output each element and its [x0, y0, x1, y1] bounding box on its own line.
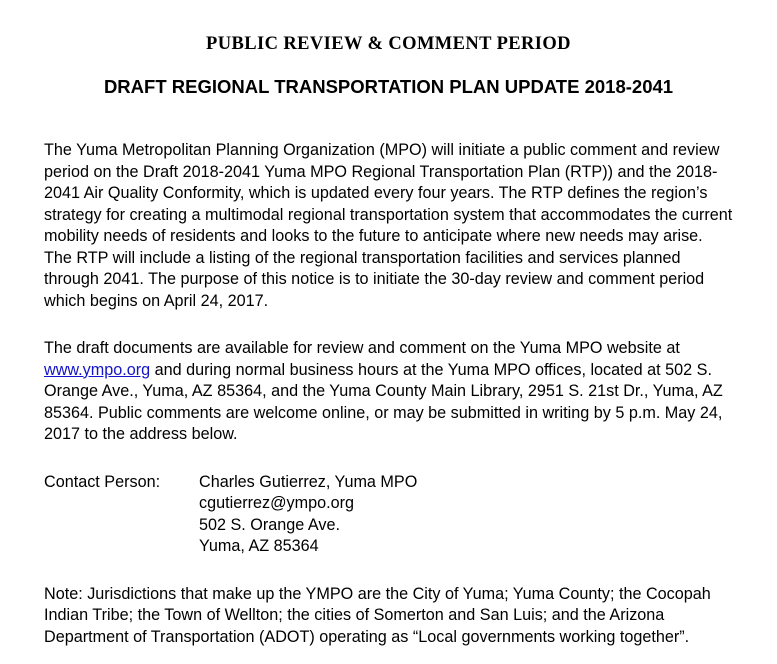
- contact-block: [44, 472, 733, 558]
- jurisdictions-note: Note: Jurisdictions that make up the YMPO are the City of Yuma; Yuma County; the Cocopah Indian Tribe; the Town of Wellton; the cities of Somerton and San Luis; and the Arizona Department of Transportation (ADOT) operating as “Local governments working together”.: [44, 584, 711, 646]
- paragraph-availability-part-1: The draft documents are available for review and comment on the Yuma MPO website at: [44, 339, 680, 357]
- contact-email: cgutierrez@ympo.org: [199, 494, 354, 512]
- document-subtitle: DRAFT REGIONAL TRANSPORTATION PLAN UPDATE 2018-2041: [103, 76, 674, 97]
- ympo-website-link[interactable]: www.ympo.org: [44, 360, 151, 379]
- page-title: PUBLIC REVIEW & COMMENT PERIOD: [206, 34, 571, 54]
- contact-label: Contact Person:: [44, 472, 161, 491]
- contact-details: [199, 472, 417, 558]
- contact-name: Charles Gutierrez, Yuma MPO: [199, 472, 418, 491]
- paragraph-availability: [44, 338, 733, 446]
- paragraph-overview: The Yuma Metropolitan Planning Organization (MPO) will initiate a public comment and review period on the Draft 2018-2041 Yuma MPO Regional Transportation Plan (RTP)) and the 2018-2041 Air Quality Conformity, which is updated every four years. The RTP defines the region’s strategy for creating a multimodal regional transportation system that accommodates the current mobility needs of residents and looks to the future to anticipate where new needs may arise. The RTP will include a listing of the regional transportation facilities and services planned through 2041. The purpose of this notice is to initiate the 30-day review and comment period which begins on April 24, 2017.: [44, 141, 733, 310]
- document-page: [0, 34, 777, 664]
- paragraph-availability-part-2: and during normal business hours at the Yuma MPO offices, located at 502 S. Orange Ave., Yuma, AZ 85364, and the Yuma County Main Library, 2951 S. 21st Dr., Yuma, AZ 85364. Public comments are welcome online, or may be submitted in writing by 5 p.m. May 24, 2017 to the address below.: [44, 360, 723, 443]
- contact-city-state-zip: Yuma, AZ 85364: [199, 537, 319, 555]
- contact-street: 502 S. Orange Ave.: [199, 515, 340, 534]
